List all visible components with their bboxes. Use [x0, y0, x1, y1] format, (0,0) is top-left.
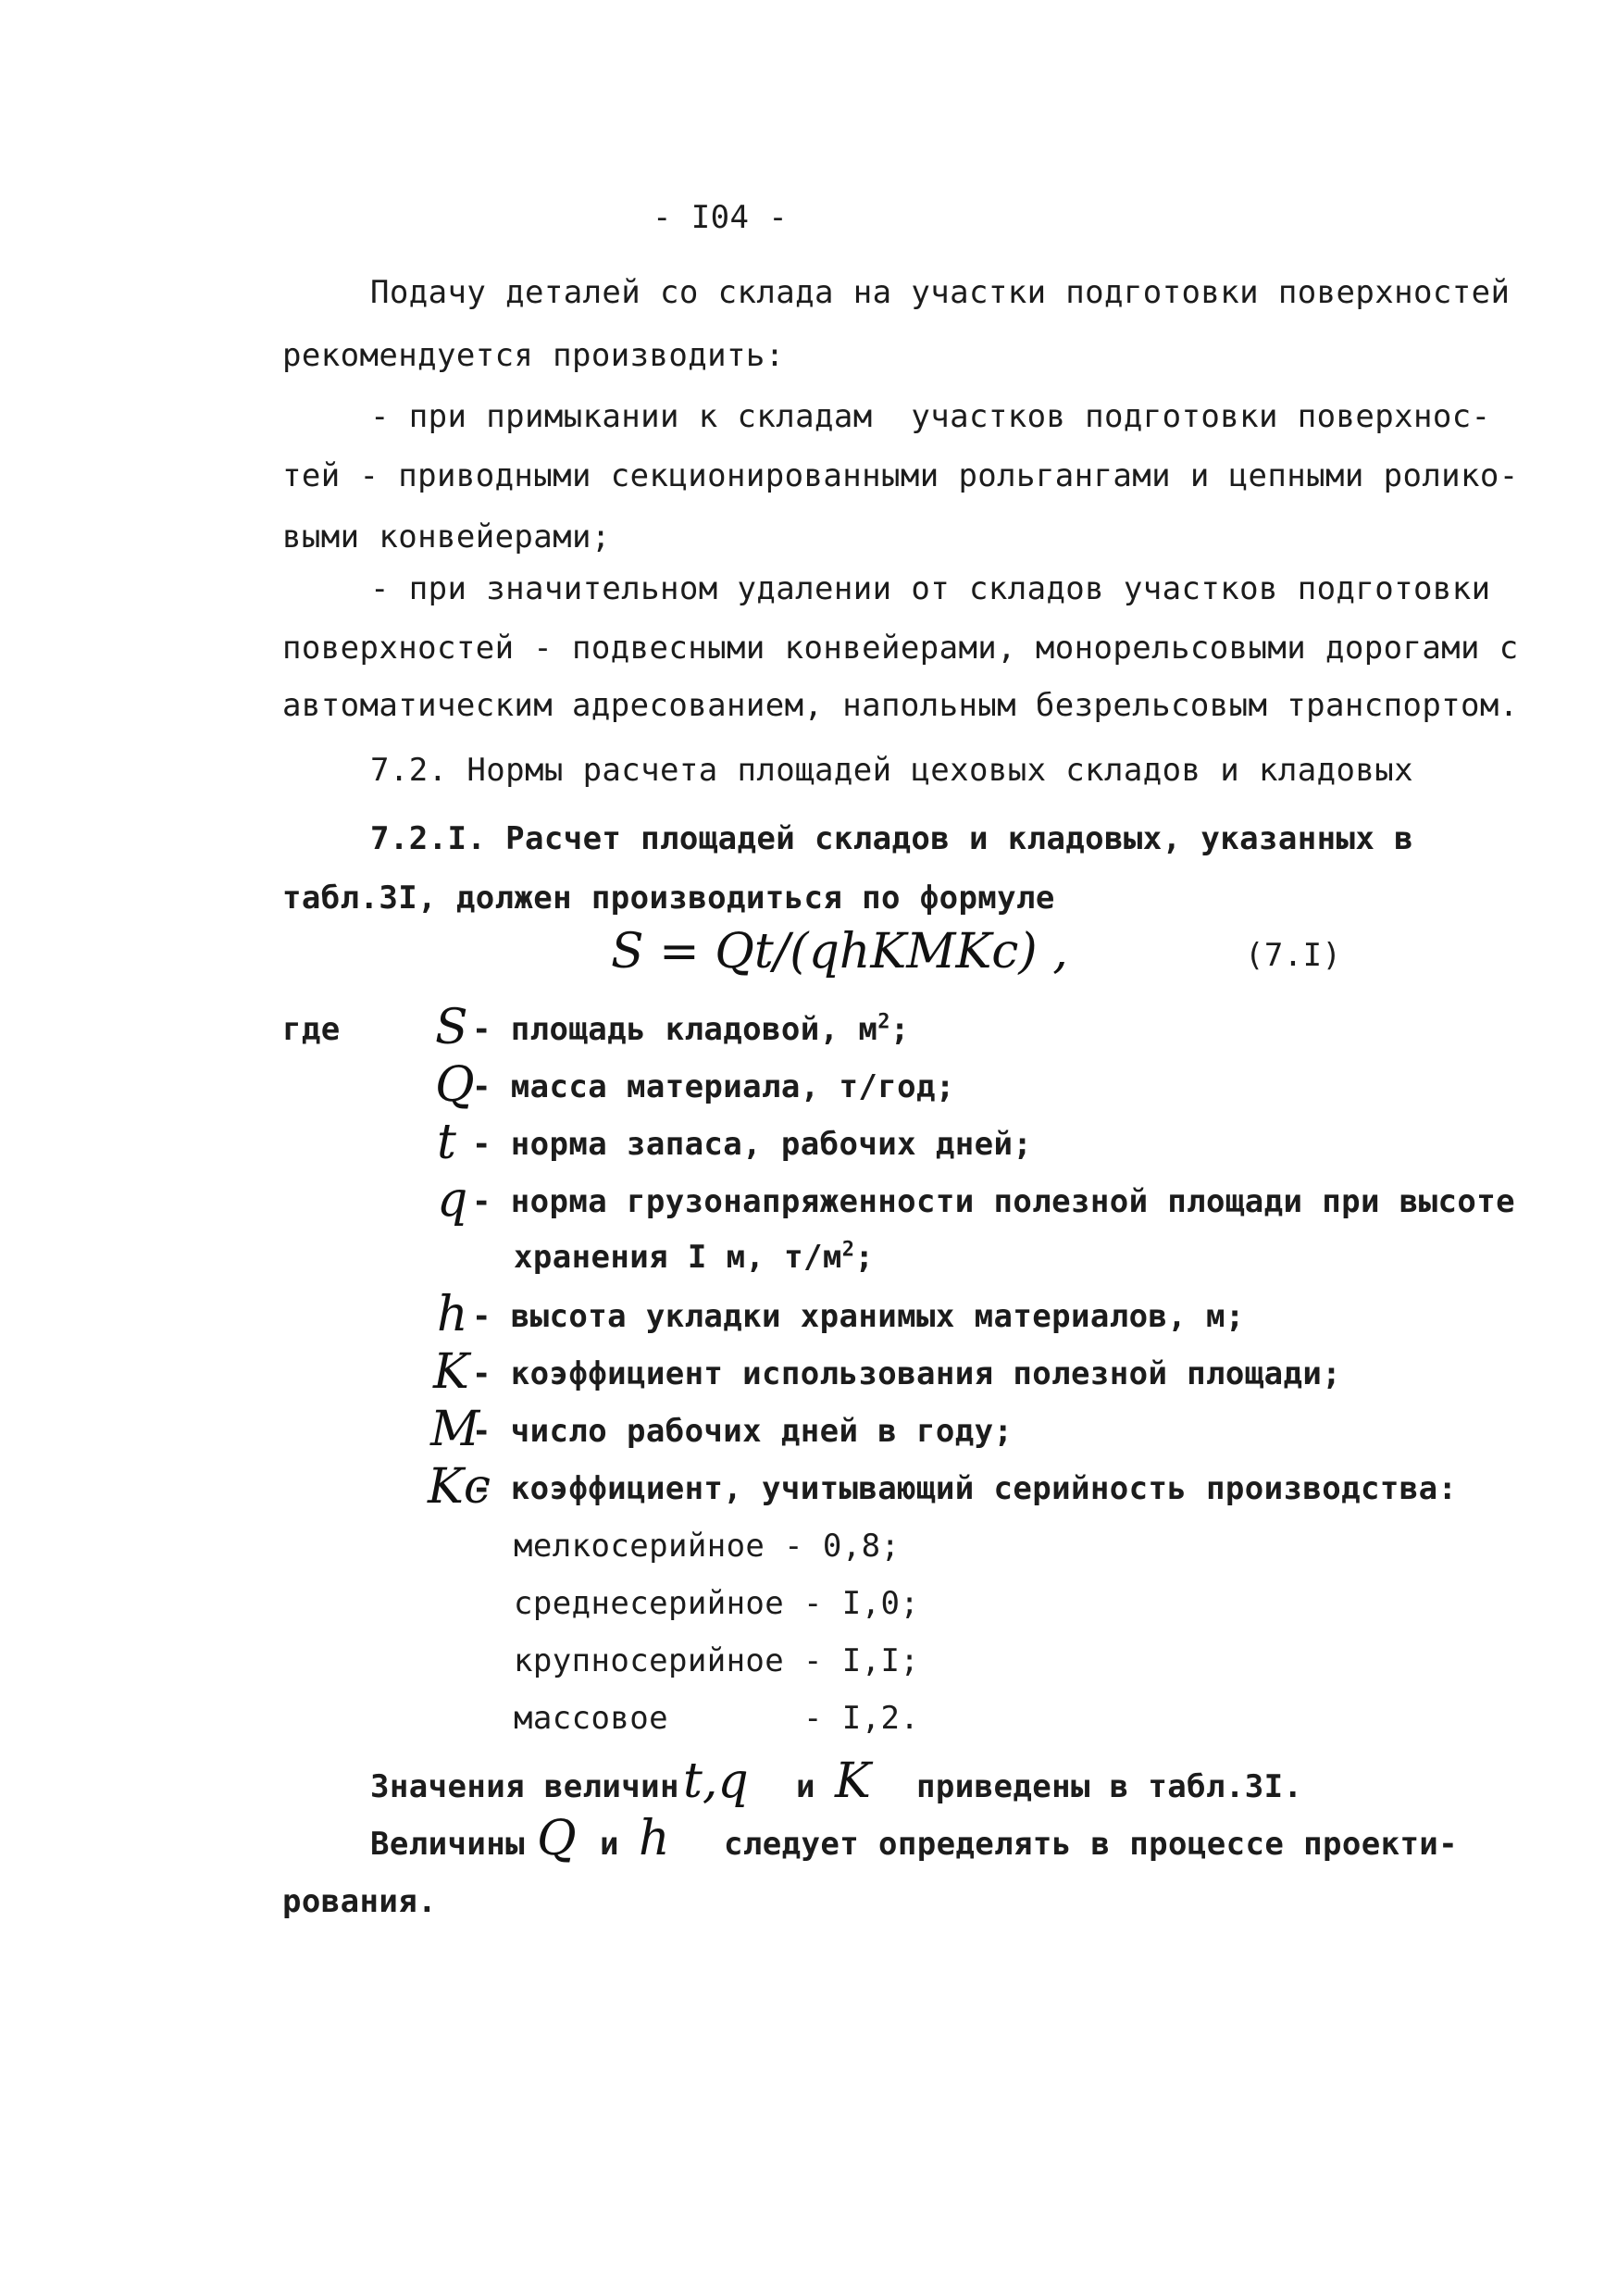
bullet2-line1: - при значительном удалении от складов участков подготовки: [370, 570, 1491, 607]
definition-t: - норма запаса, рабочих дней;: [472, 1126, 1033, 1163]
definition-S: - площадь кладовой, $м^2$;: [472, 1010, 910, 1048]
definition-M: - число рабочих дней в году;: [472, 1413, 1014, 1450]
formula-expression: S = Qt/(qhKMKc) ,: [611, 924, 1068, 980]
seriality-medium: среднесерийное - I,0;: [514, 1585, 920, 1622]
seriality-mass: массовое - I,2.: [514, 1700, 920, 1737]
note1-symbol-K: K: [835, 1753, 871, 1809]
note2-symbol-Q: Q: [537, 1811, 577, 1866]
symbol-Kc: Kc: [428, 1459, 491, 1515]
para1-line2: рекомендуется производить:: [282, 337, 785, 374]
symbol-K: K: [433, 1344, 469, 1400]
page-number: - I04 -: [653, 199, 789, 236]
definition-Kc: - коэффициент, учитывающий серийность производства:: [472, 1470, 1458, 1507]
definition-Q: - масса материала, т/год;: [472, 1068, 955, 1105]
symbol-S: S: [435, 1000, 468, 1055]
bullet2-line3: автоматическим адресованием, напольным безрельсовым транспортом.: [282, 687, 1519, 724]
note2-symbol-h: h: [639, 1811, 670, 1866]
symbol-t: t: [437, 1115, 456, 1170]
bullet2-line2: поверхностей - подвесными конвейерами, монорельсовыми дорогами с: [282, 630, 1519, 667]
formula-number: (7.I): [1245, 937, 1342, 974]
section-heading: 7.2. Нормы расчета площадей цеховых складов и кладовых: [370, 752, 1413, 789]
symbol-q: q: [437, 1172, 468, 1228]
note1-symbols-tq: t,q: [683, 1753, 749, 1809]
note2-mid: и: [600, 1826, 619, 1863]
note2-post: следует определять в процессе проекти-: [724, 1826, 1459, 1863]
note2-tail: рования.: [282, 1883, 437, 1920]
symbol-Q: Q: [435, 1057, 475, 1113]
note1-pre: Значения величин: [370, 1768, 679, 1805]
symbol-M: M: [430, 1402, 480, 1457]
definition-h: - высота укладки хранимых материалов, м;: [472, 1298, 1245, 1335]
seriality-large: крупносерийное - I,I;: [514, 1642, 920, 1679]
definition-K: - коэффициент использования полезной площади;: [472, 1355, 1342, 1392]
note1-post: приведены в табл.3I.: [916, 1768, 1303, 1805]
note1-mid: и: [796, 1768, 815, 1805]
subsection-line1: 7.2.I. Расчет площадей складов и кладовых, указанных в: [370, 820, 1413, 857]
bullet1-line1: - при примыкании к складам участков подготовки поверхнос-: [370, 398, 1491, 435]
symbol-h: h: [437, 1287, 468, 1342]
bullet1-line2: тей - приводными секционированными рольгангами и цепными ролико-: [282, 457, 1519, 494]
para1-line1: Подачу деталей со склада на участки подготовки поверхностей: [370, 274, 1511, 311]
note2-pre: Величины: [370, 1826, 525, 1863]
definition-q: - норма грузонапряженности полезной площади при высоте: [472, 1183, 1515, 1220]
subsection-line2: табл.3I, должен производиться по формуле: [282, 880, 1055, 917]
bullet1-line3: выми конвейерами;: [282, 518, 611, 555]
seriality-small: мелкосерийное - 0,8;: [514, 1528, 901, 1565]
definition-q-continuation: хранения I м, $т/м^2$;: [514, 1238, 875, 1276]
where-label: где: [282, 1011, 341, 1048]
